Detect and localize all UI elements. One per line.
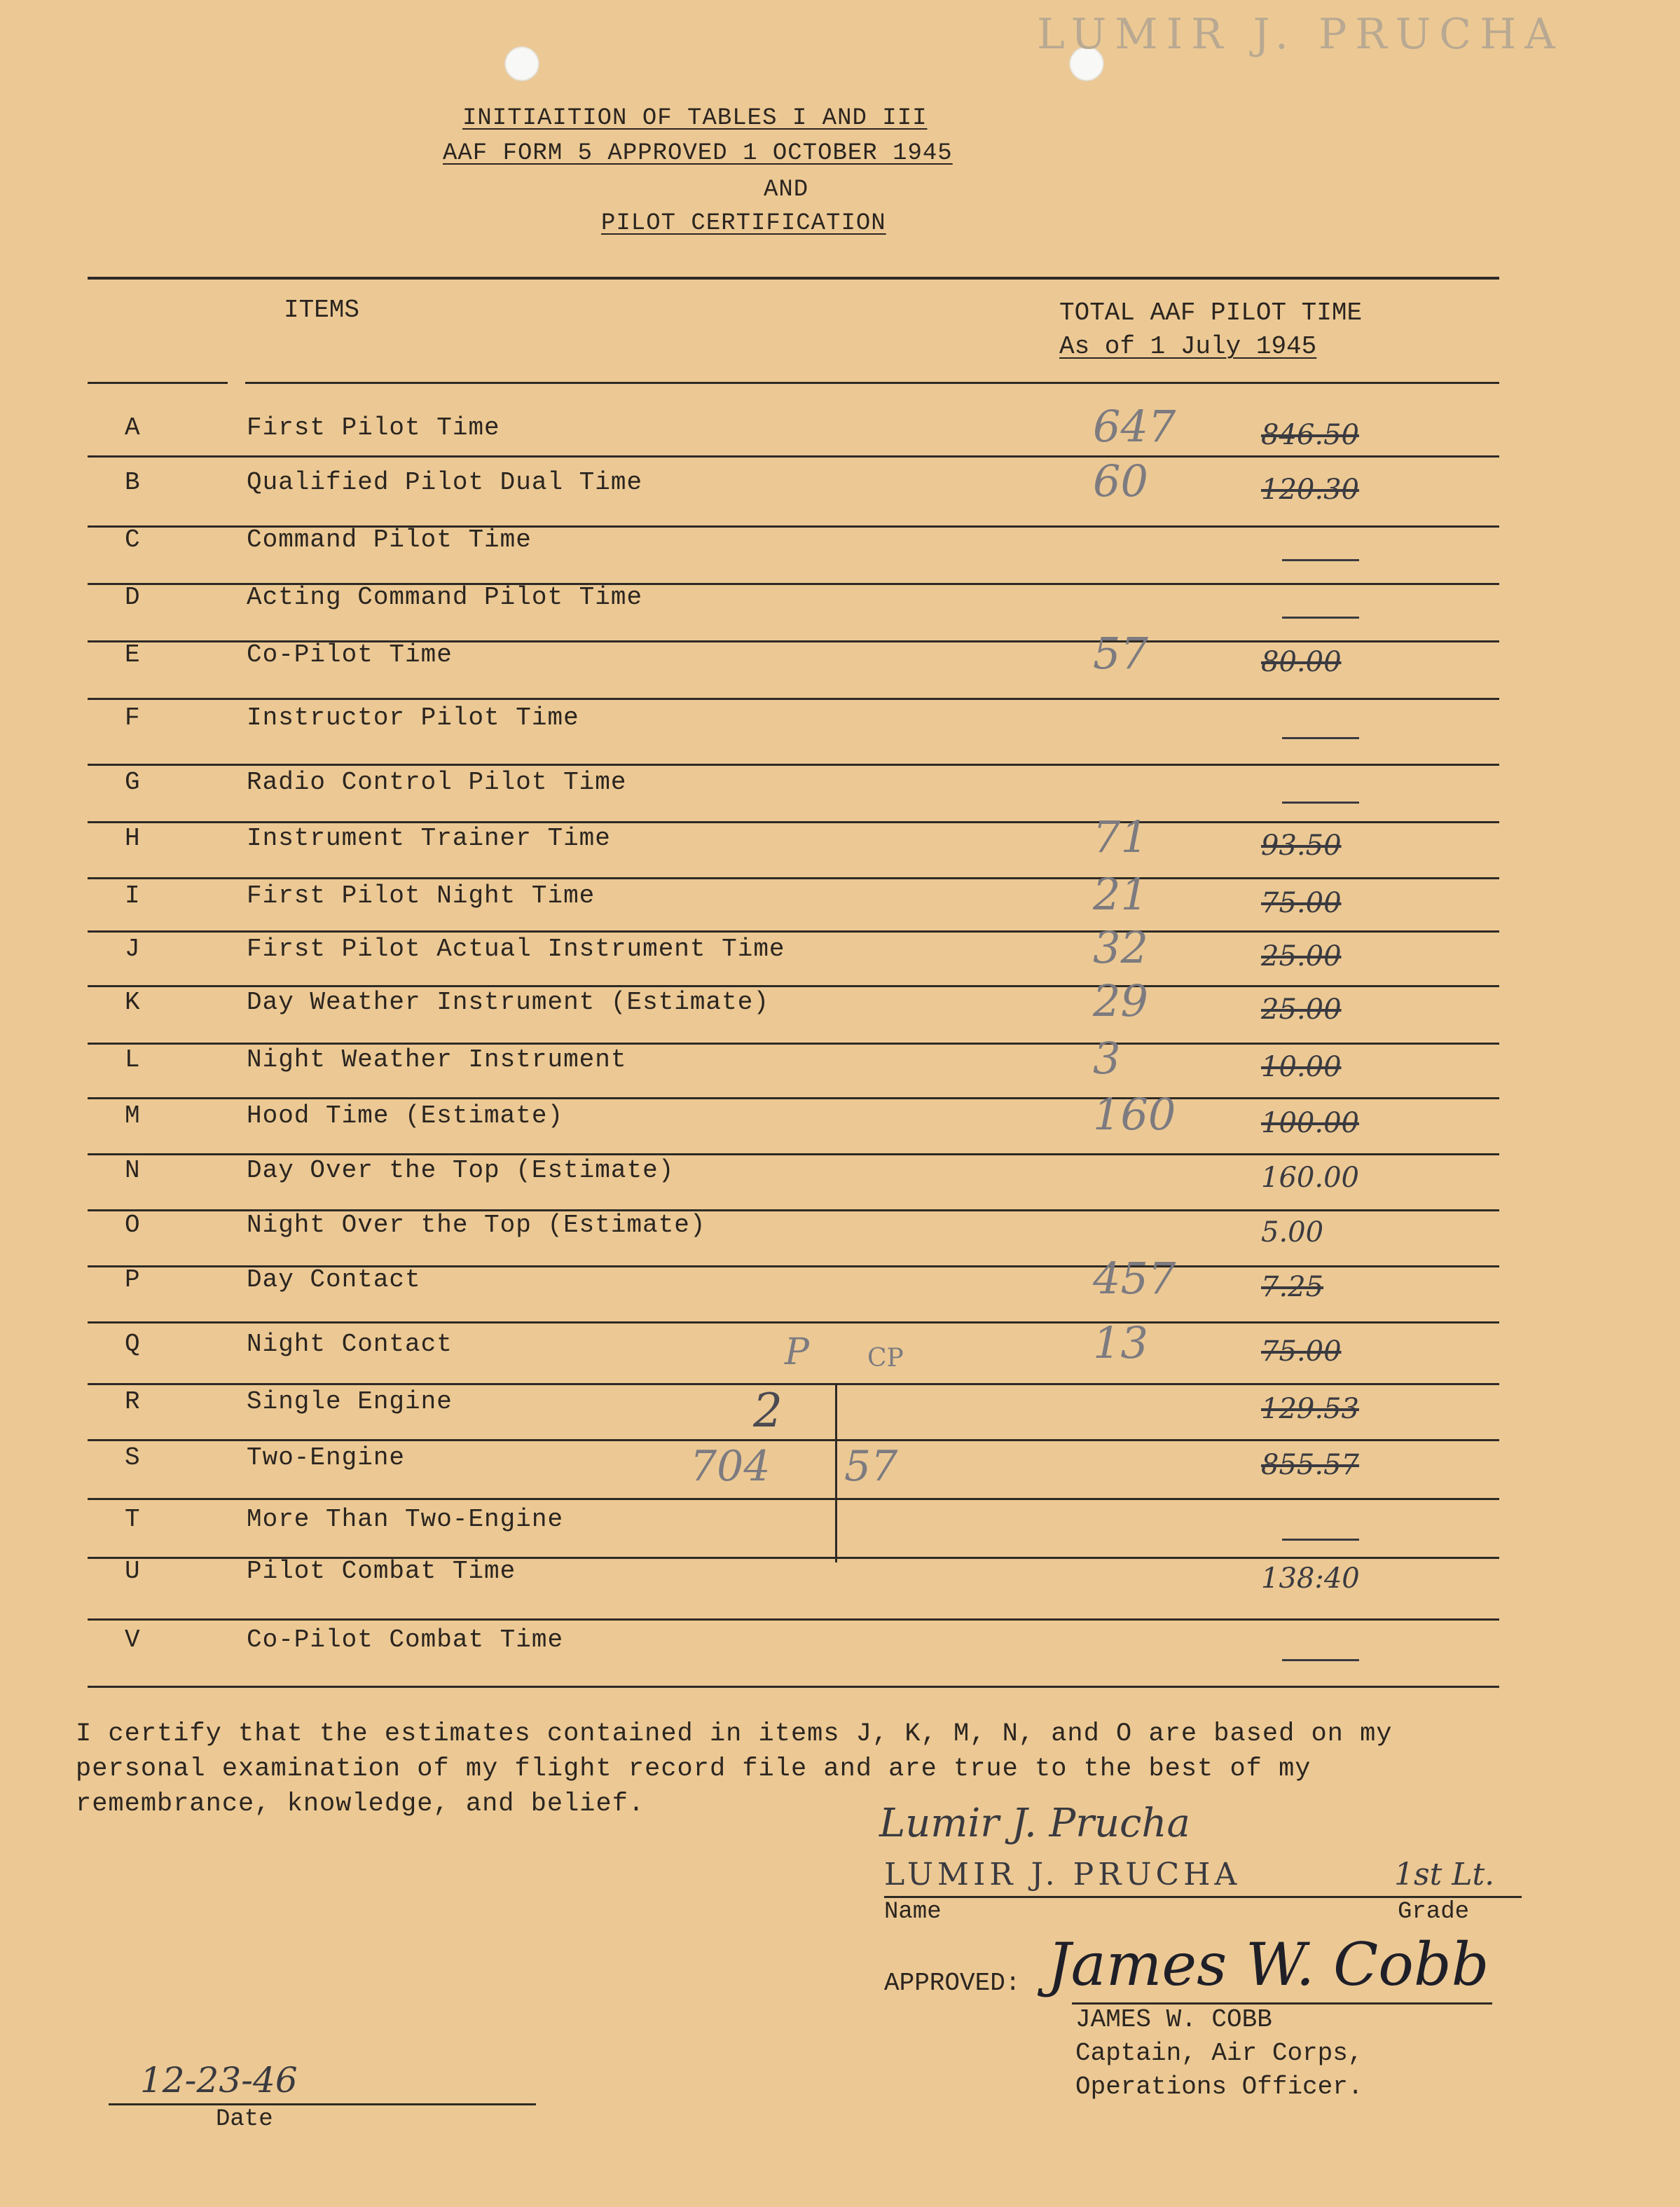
row-rule (88, 1618, 1499, 1621)
cp-label: CP (867, 1344, 904, 1373)
two-engine-cp: 57 (844, 1442, 898, 1491)
name-label: Name (884, 1899, 942, 1925)
certification-text: I certify that the estimates contained in items J, K, M, N, and O are based on my personal examination of my flight record file and are true to the best of my remembrance, knowledge, and belief. (76, 1719, 1393, 1819)
row-old-value: 75.00 (1261, 1335, 1342, 1368)
row-old-value: 10.00 (1261, 1051, 1342, 1083)
approved-label: APPROVED: (884, 1969, 1021, 1998)
grade-label: Grade (1398, 1899, 1470, 1925)
row-letter: F (125, 703, 140, 732)
row-letter: G (125, 768, 140, 797)
row-dash-mark (1282, 1659, 1359, 1661)
row-letter: U (125, 1557, 140, 1586)
row-old-value: 5.00 (1261, 1216, 1324, 1249)
row-label: Instrument Trainer Time (247, 824, 611, 853)
row-letter: D (125, 583, 140, 612)
column-header-total-line2: As of 1 July 1945 (1059, 332, 1317, 361)
form-title-line1: INITIAITION OF TABLES I AND III (462, 105, 928, 132)
row-rule (88, 1686, 1499, 1688)
row-old-value: 25.00 (1261, 940, 1342, 972)
row-label: Qualified Pilot Dual Time (247, 468, 643, 497)
row-letter: P (125, 1265, 140, 1294)
row-letter: M (125, 1101, 140, 1130)
row-label: Night Weather Instrument (247, 1045, 627, 1074)
row-old-value: 75.00 (1261, 887, 1342, 919)
row-letter: L (125, 1045, 140, 1074)
row-label: Radio Control Pilot Time (247, 768, 627, 797)
row-letter: H (125, 824, 140, 853)
row-rule (88, 1321, 1499, 1323)
row-label: Two-Engine (247, 1443, 406, 1472)
row-rule (88, 1097, 1499, 1099)
row-old-value: 93.50 (1261, 830, 1342, 862)
header-rule-left (88, 382, 228, 384)
form-title-line2: AAF FORM 5 APPROVED 1 OCTOBER 1945 (443, 140, 953, 167)
approval-line (1072, 2002, 1492, 2005)
approver-name: JAMES W. COBB (1075, 2005, 1272, 2034)
row-new-value: 57 (1093, 628, 1148, 679)
approver-title-line3: Operations Officer. (1075, 2072, 1363, 2101)
row-rule (88, 877, 1499, 879)
row-label: Co-Pilot Time (247, 640, 453, 669)
row-dash-mark (1282, 737, 1359, 739)
row-old-value: 7.25 (1261, 1271, 1324, 1303)
date-value: 12-23-46 (140, 2060, 298, 2101)
row-label: First Pilot Actual Instrument Time (247, 935, 785, 963)
row-label: Pilot Combat Time (247, 1557, 516, 1586)
row-old-value: 120.30 (1261, 474, 1359, 506)
row-rule (88, 455, 1499, 458)
row-new-value: 29 (1093, 975, 1148, 1026)
row-rule (88, 1498, 1499, 1500)
row-label: Hood Time (Estimate) (247, 1101, 564, 1130)
row-label: First Pilot Time (247, 413, 500, 442)
row-letter: A (125, 413, 140, 442)
row-old-value: 25.00 (1261, 994, 1342, 1026)
row-old-value: 80.00 (1261, 646, 1342, 678)
row-label: Night Over the Top (Estimate) (247, 1211, 706, 1239)
row-letter: O (125, 1211, 140, 1239)
row-new-value: 160 (1093, 1089, 1176, 1140)
row-label: More Than Two-Engine (247, 1505, 564, 1534)
two-engine-p: 704 (690, 1442, 771, 1491)
row-new-value: 13 (1093, 1317, 1148, 1368)
row-new-value: 457 (1093, 1253, 1176, 1304)
single-engine-p: 2 (753, 1384, 783, 1438)
handwritten-name-header: LUMIR J. PRUCHA (1037, 10, 1564, 59)
column-header-total-line1: TOTAL AAF PILOT TIME (1059, 298, 1363, 327)
row-new-value: 647 (1093, 401, 1176, 452)
row-rule (88, 821, 1499, 823)
pilot-grade: 1st Lt. (1394, 1857, 1495, 1892)
row-rule (88, 985, 1499, 987)
row-rule (88, 1153, 1499, 1155)
punch-hole-left (504, 46, 539, 81)
row-new-value: 21 (1093, 869, 1148, 920)
row-letter: Q (125, 1330, 140, 1359)
row-old-value: 160.00 (1261, 1162, 1359, 1194)
row-dash-mark (1282, 802, 1359, 804)
row-old-value: 846.50 (1261, 419, 1359, 451)
row-label: Day Over the Top (Estimate) (247, 1156, 675, 1185)
row-label: First Pilot Night Time (247, 881, 595, 910)
pilot-signature: Lumir J. Prucha (879, 1801, 1190, 1846)
form-title-line4: PILOT CERTIFICATION (601, 210, 886, 237)
row-letter: J (125, 935, 140, 963)
row-letter: I (125, 881, 140, 910)
row-old-value: 855.57 (1261, 1449, 1359, 1481)
row-rule (88, 764, 1499, 766)
p-label: P (785, 1331, 809, 1373)
form-title-line3: AND (764, 177, 809, 203)
pilot-name-printed: LUMIR J. PRUCHA (884, 1857, 1241, 1892)
header-rule-right (245, 382, 1499, 384)
date-line (109, 2103, 536, 2105)
row-dash-mark (1282, 1539, 1359, 1541)
row-letter: B (125, 468, 140, 497)
row-letter: C (125, 525, 140, 554)
row-new-value: 71 (1093, 811, 1148, 862)
row-rule (88, 1043, 1499, 1045)
row-label: Instructor Pilot Time (247, 703, 579, 732)
row-dash-mark (1282, 617, 1359, 619)
row-letter: T (125, 1505, 140, 1534)
row-old-value: 100.00 (1261, 1107, 1359, 1139)
row-letter: R (125, 1387, 140, 1416)
row-new-value: 32 (1093, 922, 1148, 973)
row-label: Single Engine (247, 1387, 453, 1416)
signature-line (884, 1896, 1522, 1898)
row-label: Night Contact (247, 1330, 453, 1359)
row-rule (88, 1383, 1499, 1385)
row-letter: V (125, 1625, 140, 1654)
row-label: Acting Command Pilot Time (247, 583, 643, 612)
row-letter: S (125, 1443, 140, 1472)
row-label: Command Pilot Time (247, 525, 532, 554)
date-label: Date (216, 2106, 273, 2133)
row-rule (88, 1439, 1499, 1441)
approver-signature: James W. Cobb (1047, 1930, 1489, 1999)
row-rule (88, 930, 1499, 933)
row-old-value: 129.53 (1261, 1393, 1359, 1425)
row-label: Co-Pilot Combat Time (247, 1625, 564, 1654)
row-letter: E (125, 640, 140, 669)
row-letter: K (125, 988, 140, 1017)
approver-title-line2: Captain, Air Corps, (1075, 2039, 1363, 2068)
column-header-items: ITEMS (284, 296, 360, 324)
row-new-value: 60 (1093, 455, 1148, 507)
row-label: Day Contact (247, 1265, 421, 1294)
row-dash-mark (1282, 559, 1359, 561)
row-old-value: 138:40 (1261, 1562, 1360, 1595)
row-rule (88, 698, 1499, 700)
engine-divider (835, 1384, 837, 1562)
row-new-value: 3 (1093, 1033, 1121, 1084)
row-letter: N (125, 1156, 140, 1185)
table-top-rule (88, 277, 1499, 280)
row-label: Day Weather Instrument (Estimate) (247, 988, 769, 1017)
